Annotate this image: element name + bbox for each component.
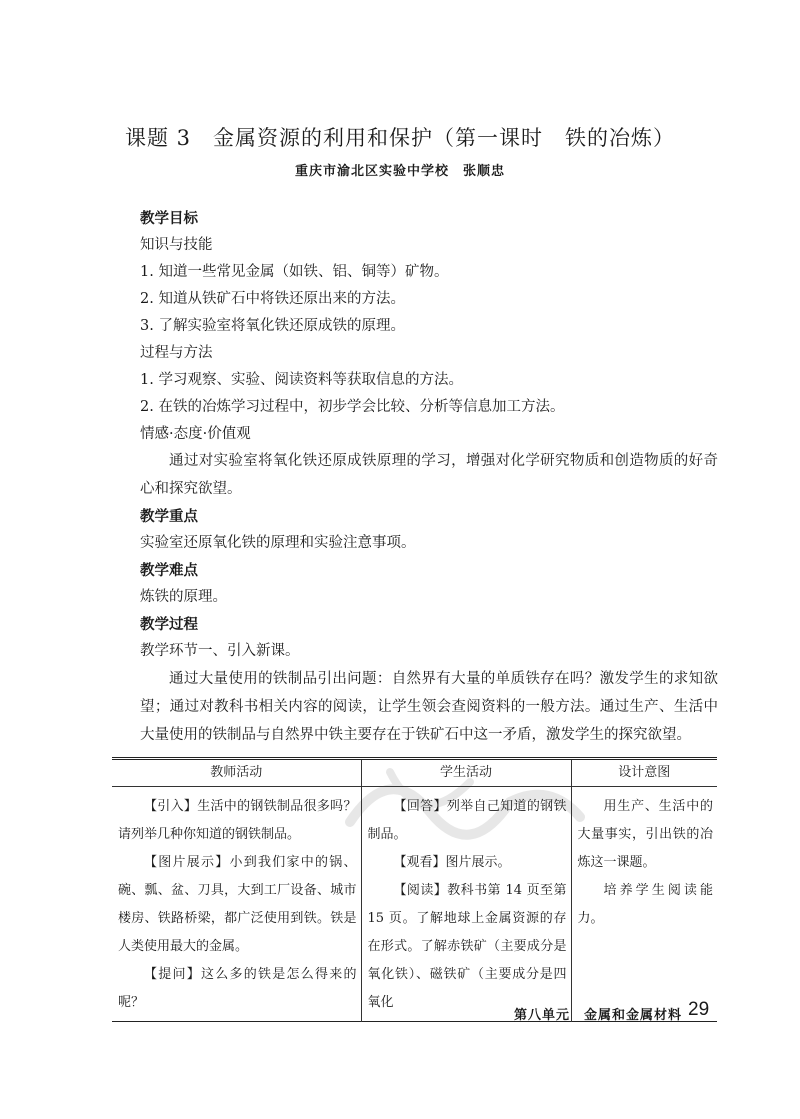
- lesson-body: [140, 205, 718, 749]
- key-point-heading: 教学重点: [140, 508, 198, 525]
- header-design: 设计意图: [571, 759, 717, 787]
- emotion-paragraph: 通过对实验室将氧化铁还原成铁原理的学习，增强对化学研究物质和创造物质的好奇心和探究欲望。: [140, 453, 718, 497]
- design-intent: 培养学生阅读能力。: [577, 883, 713, 926]
- knowledge-item: 3. 了解实验室将氧化铁还原成铁的原理。: [140, 318, 405, 334]
- goals-heading: 教学目标: [140, 210, 198, 227]
- process-step: 教学环节一、引入新课。: [140, 643, 300, 659]
- knowledge-item: 1. 知道一些常见金属（如铁、铝、铜等）矿物。: [140, 264, 449, 280]
- activity-table: [112, 757, 717, 1022]
- header-teacher: 教师活动: [112, 759, 361, 787]
- header-student: 学生活动: [361, 759, 571, 787]
- table-row: [112, 787, 717, 1022]
- knowledge-item: 2. 知道从铁矿石中将铁还原出来的方法。: [140, 291, 405, 307]
- teacher-activity: 【引入】生活中的钢铁制品很多吗？请列举几种你知道的钢铁制品。: [118, 799, 357, 842]
- design-cell: [571, 787, 717, 1022]
- student-activity: 【观看】图片展示。: [393, 855, 511, 870]
- key-point-text: 实验室还原氧化铁的原理和实验注意事项。: [140, 535, 416, 551]
- student-cell: [361, 787, 571, 1022]
- teacher-cell: [112, 787, 361, 1022]
- process-paragraph: 通过大量使用的铁制品引出问题：自然界有大量的单质铁存在吗？激发学生的求知欲望；通过对教科书相关内容的阅读，让学生领会查阅资料的一般方法。通过生产、生活中大量使用的铁制品与自然界中铁主要存在于铁矿石中这一矛盾，激发学生的探究欲望。: [140, 671, 718, 743]
- process-section-heading: 教学过程: [140, 616, 198, 633]
- teacher-activity: 【提问】这么多的铁是怎么得来的呢？: [118, 967, 357, 1010]
- design-intent: 用生产、生活中的大量事实，引出铁的冶炼这一课题。: [577, 799, 713, 870]
- process-item: 2. 在铁的冶炼学习过程中，初步学会比较、分析等信息加工方法。: [140, 399, 565, 415]
- student-activity: 【回答】列举自己知道的钢铁制品。: [367, 799, 567, 842]
- page-number: 29: [688, 999, 710, 1020]
- difficulty-heading: 教学难点: [140, 562, 198, 579]
- knowledge-heading: 知识与技能: [140, 237, 213, 253]
- author-line: 重庆市渝北区实验中学校 张顺忠: [294, 164, 505, 179]
- emotion-heading: 情感·态度·价值观: [140, 426, 251, 442]
- lesson-title: 课题 3 金属资源的利用和保护（第一课时 铁的冶炼）: [124, 126, 676, 150]
- footer-unit: 第八单元 金属和金属材料: [514, 1008, 683, 1023]
- difficulty-text: 炼铁的原理。: [140, 589, 227, 605]
- process-item: 1. 学习观察、实验、阅读资料等获取信息的方法。: [140, 372, 463, 388]
- student-activity: 【阅读】教科书第 14 页至第 15 页。了解地球上金属资源的存在形式。了解赤铁矿（主要成分是氧化铁）、磁铁矿（主要成分是四氧化: [367, 883, 567, 1010]
- process-heading: 过程与方法: [140, 345, 213, 361]
- table-header-row: [112, 759, 717, 787]
- teacher-activity: 【图片展示】小到我们家中的锅、碗、瓢、盆、刀具，大到工厂设备、城市楼房、铁路桥梁，都广泛使用到铁。铁是人类使用最大的金属。: [118, 855, 357, 954]
